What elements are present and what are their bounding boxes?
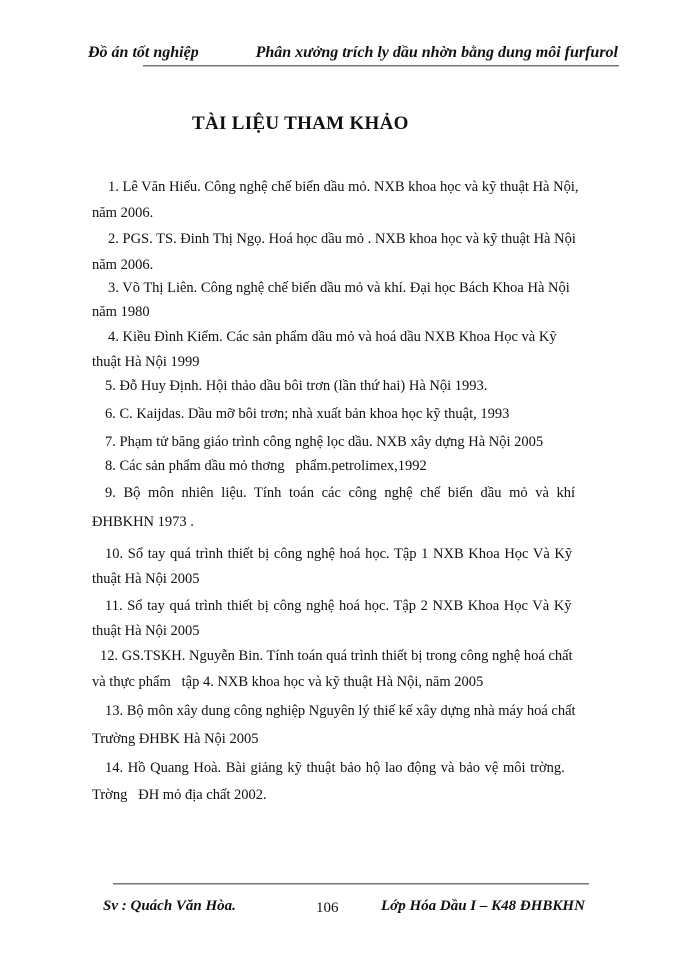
reference-5-line-1: 5. Đỗ Huy Định. Hội thảo dầu bôi trơn (lần thứ hai) Hà Nội 1993.	[105, 378, 488, 394]
reference-3-line-1: 3. Võ Thị Liên. Công nghệ chế biến dầu mỏ và khí. Đại học Bách Khoa Hà Nội	[108, 280, 570, 296]
reference-14-line-2: Trờng ĐH mỏ địa chất 2002.	[92, 787, 267, 803]
header-left-title: Đồ án tốt nghiệp	[88, 44, 199, 61]
reference-13-line-1: 13. Bộ môn xây dung công nghiệp Nguyên lý thiế kế xây dựng nhà máy hoá chất	[105, 703, 576, 719]
page-number: 106	[316, 900, 339, 916]
reference-4-line-2: thuật Hà Nội 1999	[92, 354, 200, 370]
reference-9-line-2: ĐHBKHN 1973 .	[92, 514, 194, 530]
reference-3-line-2: năm 1980	[92, 304, 150, 320]
reference-6-line-1: 6. C. Kaijdas. Dầu mỡ bôi trơn; nhà xuất bản khoa học kỹ thuật, 1993	[105, 406, 510, 422]
reference-4-line-1: 4. Kiều Đình Kiểm. Các sản phẩm dầu mỏ và hoá dầu NXB Khoa Học và Kỹ	[108, 329, 557, 345]
reference-1-line-2: năm 2006.	[92, 205, 154, 221]
reference-1-line-1: 1. Lê Văn Hiếu. Công nghệ chế biến dầu mỏ. NXB khoa học và kỹ thuật Hà Nội,	[108, 179, 579, 195]
reference-10-line-2: thuật Hà Nội 2005	[92, 571, 200, 587]
reference-10-line-1: 10. Sổ tay quá trình thiết bị công nghệ hoá học. Tập 1 NXB Khoa Học Và Kỹ	[105, 546, 573, 562]
reference-2-line-2: năm 2006.	[92, 257, 154, 273]
reference-9-line-1: 9. Bộ môn nhiên liệu. Tính toán các công nghệ chế biến dầu mỏ và khí	[105, 485, 576, 501]
reference-12-line-2: và thực phẩm tập 4. NXB khoa học và kỹ thuật Hà Nội, năm 2005	[92, 674, 484, 690]
header-right-title: Phân xưởng trích ly dầu nhờn bằng dung môi furfurol	[255, 44, 618, 61]
reference-2-line-1: 2. PGS. TS. Đinh Thị Ngọ. Hoá học dầu mỏ . NXB khoa học và kỹ thuật Hà Nội	[108, 231, 576, 247]
reference-11-line-2: thuật Hà Nội 2005	[92, 623, 200, 639]
reference-13-line-2: Trường ĐHBK Hà Nội 2005	[92, 731, 259, 747]
reference-12-line-1: 12. GS.TSKH. Nguyễn Bin. Tính toán quá trình thiết bị trong công nghệ hoá chất	[100, 648, 573, 664]
footer-class-info: Lớp Hóa Dầu I – K48 ĐHBKHN	[381, 898, 585, 914]
footer-divider	[113, 883, 589, 885]
page-title: TÀI LIỆU THAM KHẢO	[192, 113, 409, 134]
reference-8-line-1: 8. Các sản phẩm dầu mỏ thơng phẩm.petrolimex,1992	[105, 458, 427, 474]
header-divider	[143, 65, 619, 67]
reference-7-line-1: 7. Phạm tử băng giáo trình công nghệ lọc dầu. NXB xây dựng Hà Nội 2005	[105, 434, 544, 450]
reference-11-line-1: 11. Sổ tay quá trình thiết bị công nghệ hoá học. Tập 2 NXB Khoa Học Và Kỹ	[105, 598, 572, 614]
footer-student-name: Sv : Quách Văn Hòa.	[103, 898, 236, 914]
reference-14-line-1: 14. Hồ Quang Hoà. Bài giảng kỹ thuật bảo hộ lao động và bảo vệ môi trờng.	[105, 760, 565, 776]
